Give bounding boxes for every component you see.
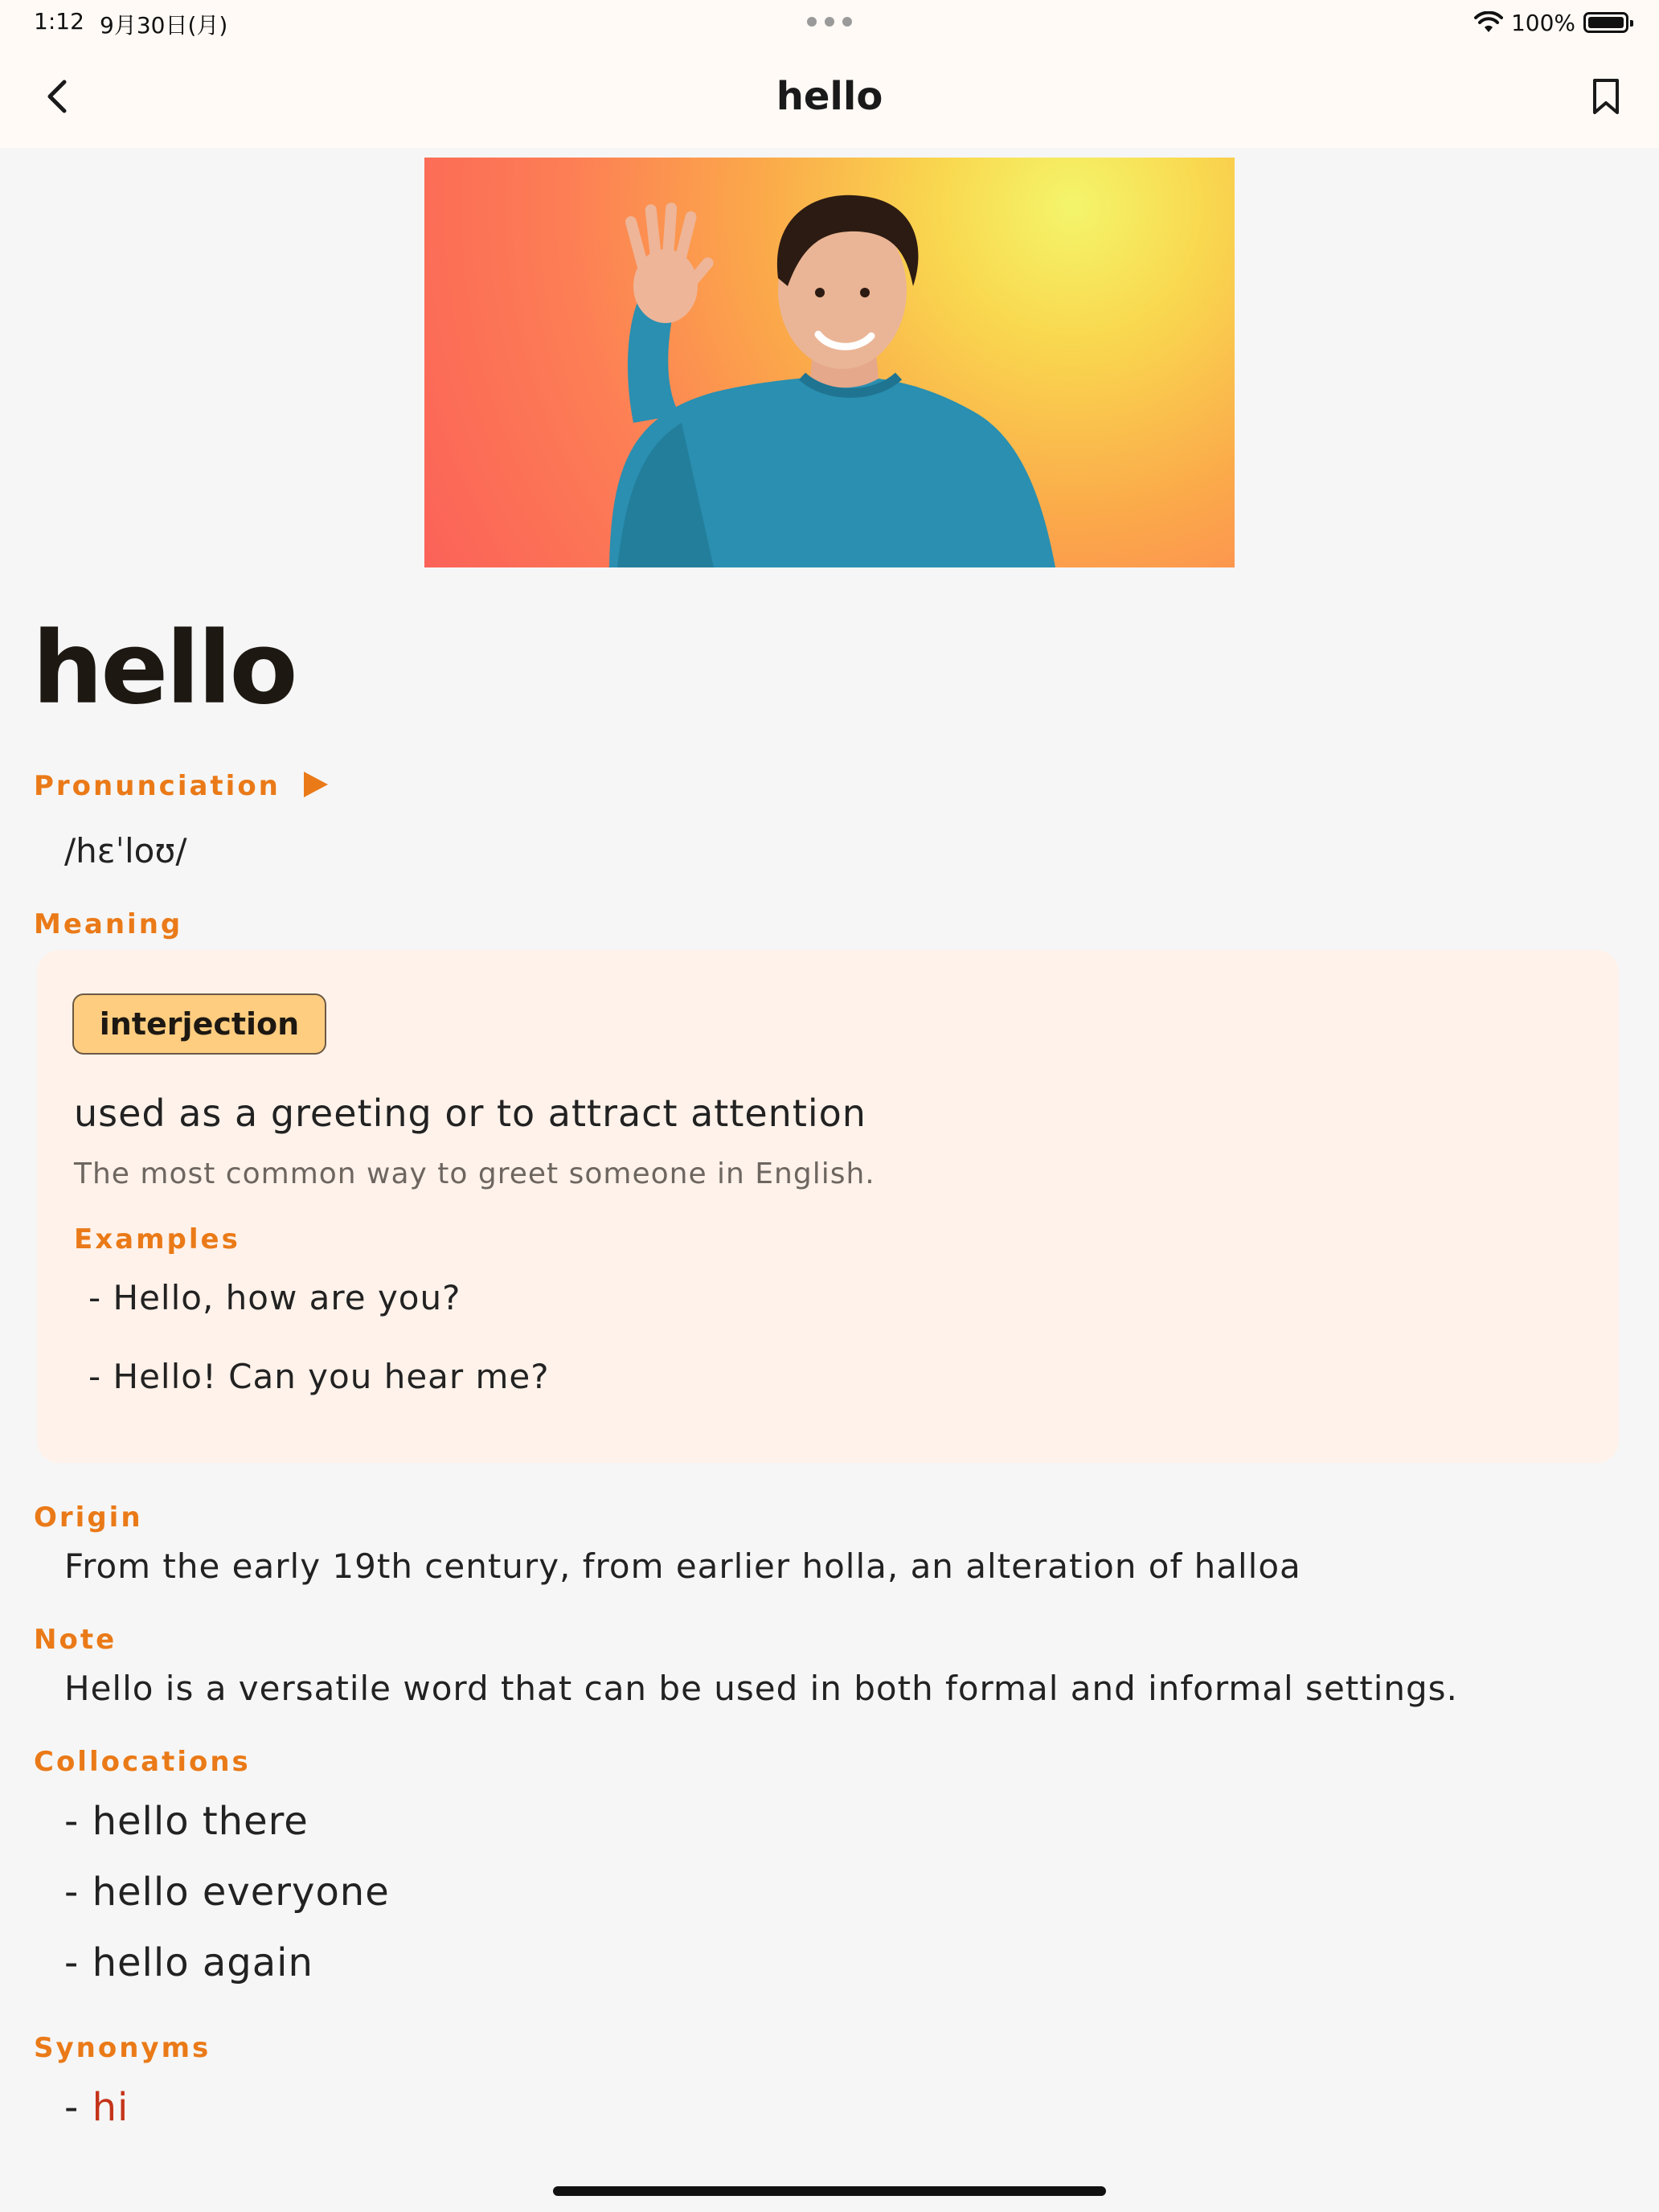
collocation-item: - hello there bbox=[64, 1799, 309, 1844]
pronunciation-label: Pronunciation bbox=[34, 770, 281, 802]
meaning-card bbox=[37, 950, 1619, 1463]
examples-label: Examples bbox=[74, 1223, 240, 1256]
meaning-label: Meaning bbox=[34, 908, 183, 940]
wifi-icon bbox=[1474, 11, 1503, 34]
synonym-dash: - bbox=[64, 2085, 92, 2130]
navigation-bar bbox=[0, 45, 1659, 148]
status-time: 1:12 bbox=[34, 8, 84, 35]
person-waving-illustration bbox=[424, 158, 1235, 567]
status-bar bbox=[0, 0, 1659, 45]
nav-title: hello bbox=[776, 74, 883, 119]
battery-percent: 100% bbox=[1510, 9, 1575, 36]
example-item: - Hello, how are you? bbox=[88, 1278, 461, 1317]
status-date: 9月30日(月) bbox=[100, 12, 228, 39]
synonym-item bbox=[64, 2085, 129, 2130]
collocations-label: Collocations bbox=[34, 1746, 251, 1778]
origin-text: From the early 19th century, from earlier holla, an alteration of halloa bbox=[64, 1546, 1301, 1586]
multitasking-dots-icon[interactable] bbox=[807, 17, 852, 28]
status-right bbox=[1474, 6, 1628, 39]
word-illustration bbox=[424, 158, 1235, 567]
part-of-speech-badge: interjection bbox=[72, 993, 326, 1055]
battery-icon bbox=[1583, 12, 1628, 33]
synonym-link[interactable]: hi bbox=[92, 2085, 129, 2130]
note-label: Note bbox=[34, 1624, 117, 1656]
definition-text: used as a greeting or to attract attention bbox=[74, 1092, 866, 1135]
synonyms-label: Synonyms bbox=[34, 2032, 211, 2064]
bookmark-icon[interactable] bbox=[1585, 76, 1627, 117]
collocation-item: - hello everyone bbox=[64, 1870, 390, 1915]
play-icon[interactable] bbox=[302, 770, 330, 799]
pronunciation-text: /hɛˈloʊ/ bbox=[64, 831, 187, 870]
headword: hello bbox=[32, 611, 296, 727]
definition-note: The most common way to greet someone in English. bbox=[74, 1157, 875, 1190]
home-indicator[interactable] bbox=[553, 2186, 1106, 2196]
example-item: - Hello! Can you hear me? bbox=[88, 1357, 550, 1396]
origin-label: Origin bbox=[34, 1501, 143, 1534]
note-text: Hello is a versatile word that can be used in both formal and informal settings. bbox=[64, 1669, 1458, 1708]
battery-level bbox=[1588, 17, 1624, 28]
collocation-item: - hello again bbox=[64, 1940, 313, 1985]
